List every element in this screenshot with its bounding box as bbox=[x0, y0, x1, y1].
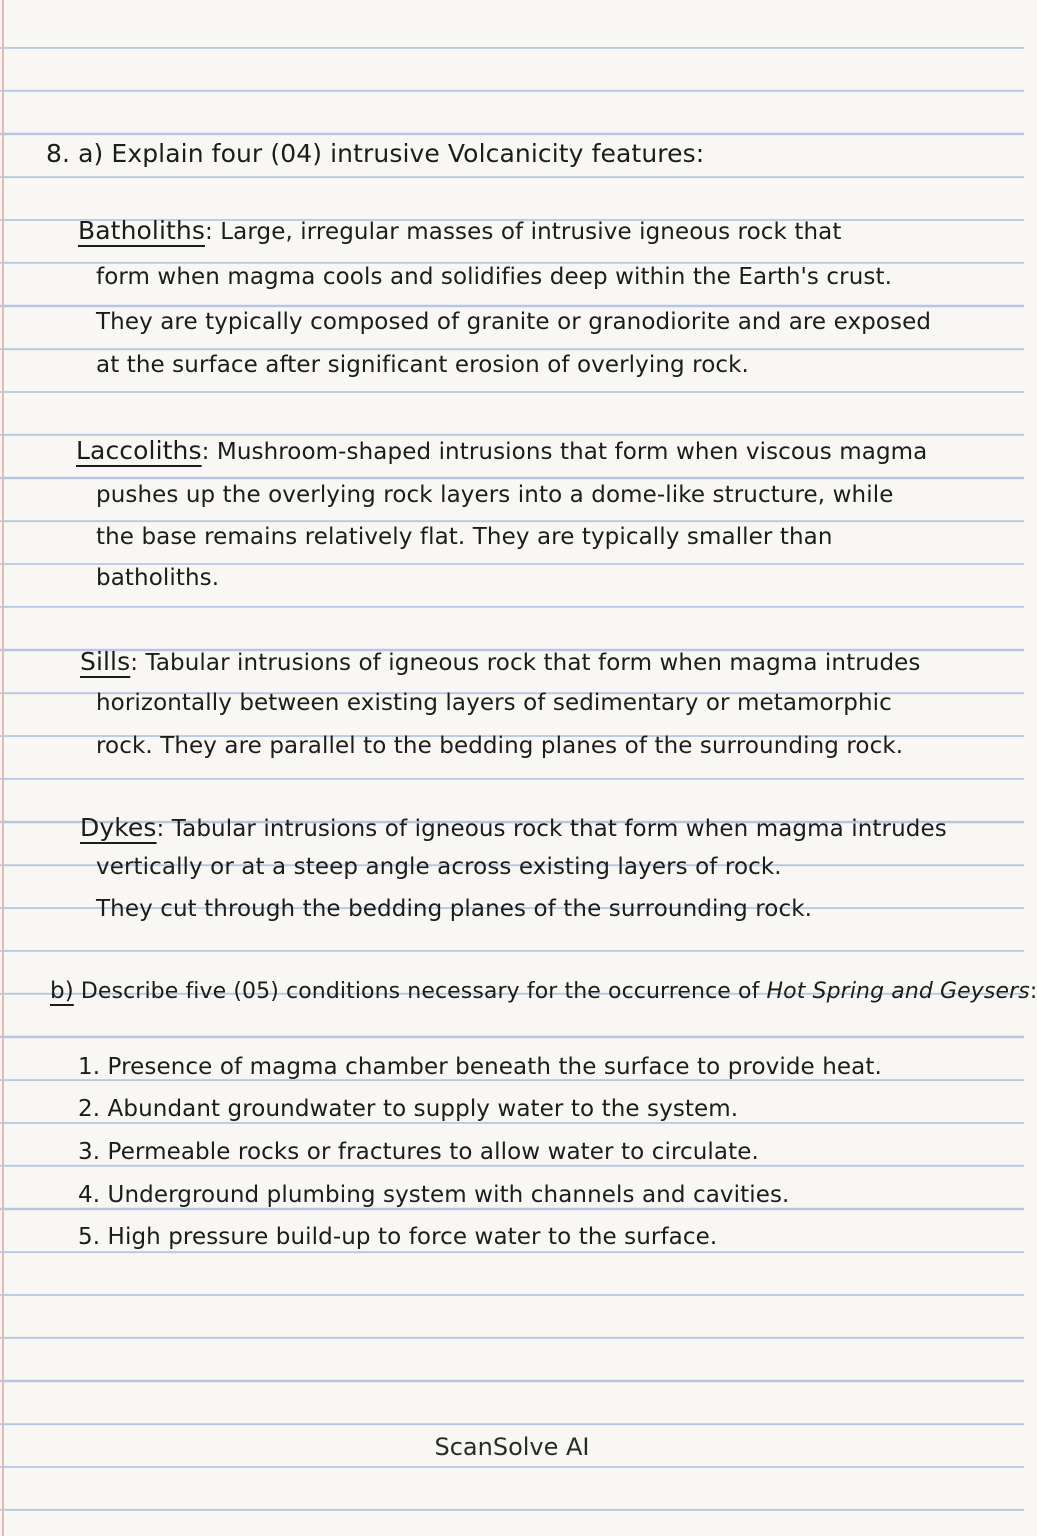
feature-text: : Mushroom-shaped intrusions that form when viscous magma bbox=[201, 439, 928, 465]
feature-dykes-line-2: vertically or at a steep angle across existing layers of rock. bbox=[96, 854, 782, 880]
feature-laccoliths-line-2: pushes up the overlying rock layers into a dome-like structure, while bbox=[96, 482, 894, 508]
feature-batholiths-line-2: form when magma cools and solidifies deep within the Earth's crust. bbox=[96, 264, 893, 290]
question-b-topic: Hot Spring and Geysers bbox=[766, 979, 1030, 1004]
feature-batholiths-line-1 bbox=[78, 216, 841, 247]
question-b-prompt: Describe five (05) conditions necessary for the occurrence of bbox=[80, 979, 760, 1004]
feature-text: : Large, irregular masses of intrusive igneous rock that bbox=[204, 219, 842, 245]
question-8-heading: 8. a) Explain four (04) intrusive Volcanicity features: bbox=[46, 139, 705, 168]
question-b-heading bbox=[50, 976, 1037, 1007]
feature-term-batholiths: Batholiths bbox=[78, 216, 205, 245]
feature-sills-line-1 bbox=[80, 647, 920, 678]
margin-line bbox=[2, 0, 4, 1536]
feature-batholiths-line-3: They are typically composed of granite or granodiorite and are exposed bbox=[96, 309, 932, 335]
feature-laccoliths-line-4: batholiths. bbox=[96, 565, 220, 591]
feature-term-dykes: Dykes bbox=[80, 813, 157, 842]
condition-item: 1. Presence of magma chamber beneath the surface to provide heat. bbox=[78, 1054, 882, 1080]
feature-sills-line-2: horizontally between existing layers of sedimentary or metamorphic bbox=[96, 690, 892, 716]
feature-dykes-line-3: They cut through the bedding planes of the surrounding rock. bbox=[96, 896, 813, 922]
brand-footer: ScanSolve AI bbox=[434, 1433, 590, 1461]
feature-term-laccoliths: Laccoliths bbox=[76, 436, 202, 465]
feature-batholiths-line-4: at the surface after significant erosion of overlying rock. bbox=[96, 352, 749, 378]
feature-term-sills: Sills bbox=[80, 647, 131, 676]
question-b-colon: : bbox=[1029, 979, 1037, 1004]
feature-laccoliths-line-1 bbox=[76, 436, 927, 467]
condition-item: 3. Permeable rocks or fractures to allow water to circulate. bbox=[78, 1139, 759, 1165]
condition-item: 5. High pressure build-up to force water to the surface. bbox=[78, 1224, 718, 1250]
feature-sills-line-3: rock. They are parallel to the bedding planes of the surrounding rock. bbox=[96, 733, 904, 759]
feature-laccoliths-line-3: the base remains relatively flat. They are typically smaller than bbox=[96, 524, 833, 550]
feature-text: : Tabular intrusions of igneous rock that form when magma intrudes bbox=[130, 650, 921, 676]
question-b-label: b) bbox=[50, 978, 74, 1004]
condition-item: 4. Underground plumbing system with channels and cavities. bbox=[78, 1182, 790, 1208]
feature-text: : Tabular intrusions of igneous rock that form when magma intrudes bbox=[156, 816, 947, 842]
feature-dykes-line-1 bbox=[80, 813, 947, 844]
condition-item: 2. Abundant groundwater to supply water to the system. bbox=[78, 1096, 739, 1122]
